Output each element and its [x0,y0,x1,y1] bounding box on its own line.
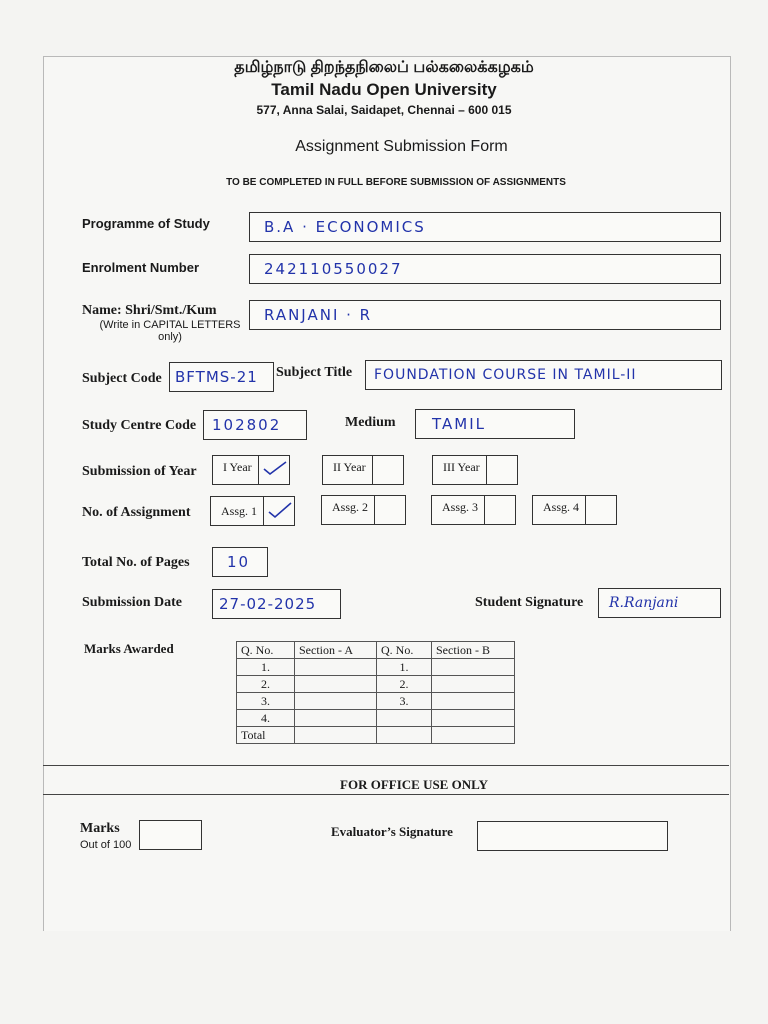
year-2-checkbox[interactable] [373,456,403,484]
table-row: 2. 2. [237,676,515,693]
university-address: 577, Anna Salai, Saidapet, Chennai – 600 015 [256,103,512,117]
divider [43,794,729,795]
enrolment-label: Enrolment Number [82,260,200,275]
signature-field[interactable] [598,588,721,618]
programme-field[interactable] [249,212,721,242]
section-b-cell[interactable] [432,710,515,727]
marks-table-header: Q. No. Section - A Q. No. Section - B [237,642,515,659]
table-row: 3. 3. [237,693,515,710]
assignment-3-checkbox[interactable] [485,496,515,524]
assignment-2-checkbox[interactable] [375,496,405,524]
marks-table [236,641,515,744]
assignment-1-checkbox[interactable] [264,497,294,525]
assignment-4-checkbox[interactable] [586,496,616,524]
pages-field[interactable] [212,547,268,577]
pages-label: Total No. of Pages [82,555,190,570]
office-marks-field[interactable] [139,820,202,850]
section-b-cell[interactable] [432,693,515,710]
section-b-cell[interactable] [432,676,515,693]
section-a-cell[interactable] [295,693,377,710]
table-row-total: Total [237,727,515,744]
medium-label: Medium [345,415,396,430]
name-value: RANJANI · R [264,306,373,324]
assignment-option-3[interactable]: Assg. 3 [431,495,516,525]
marks-awarded-label: Marks Awarded [84,641,174,656]
signature-label: Student Signature [475,595,584,610]
name-field[interactable] [249,300,721,330]
name-note: (Write in CAPITAL LETTERS only) [99,319,241,343]
tamil-university-name: தமிழ்நாடு திறந்தநிலைப் பல்கலைக்கழகம் [234,59,534,76]
assignment-option-4[interactable]: Assg. 4 [532,495,617,525]
office-use-heading: FOR OFFICE USE ONLY [340,777,488,792]
year-label: Submission of Year [82,464,197,479]
date-value: 27-02-2025 [219,595,317,613]
study-centre-label: Study Centre Code [82,418,197,433]
assignment-option-1[interactable]: Assg. 1 [210,496,295,526]
subject-title-field[interactable] [365,360,722,390]
section-a-cell[interactable] [295,659,377,676]
divider [43,765,729,766]
pages-value: 10 [227,553,251,571]
enrolment-value: 242110550027 [264,260,403,278]
office-marks-note: Out of 100 [80,839,132,851]
programme-label: Programme of Study [82,216,210,231]
subject-code-field[interactable] [169,362,274,392]
year-option-3[interactable]: III Year [432,455,518,485]
section-b-cell[interactable] [432,659,515,676]
form-instruction: TO BE COMPLETED IN FULL BEFORE SUBMISSION OF ASSIGNMENTS [226,177,566,188]
year-1-checkbox[interactable] [259,456,289,484]
name-label: Name: Shri/Smt./Kum [82,303,217,318]
evaluator-signature-label: Evaluator’s Signature [331,824,453,839]
year-option-1[interactable]: I Year [212,455,290,485]
total-b-cell[interactable] [432,727,515,744]
table-row: 4. [237,710,515,727]
section-a-cell[interactable] [295,710,377,727]
medium-value: TAMIL [432,415,486,433]
subject-code-value: BFTMS-21 [175,368,258,386]
form-title: Assignment Submission Form [295,138,508,155]
year-option-2[interactable]: II Year [322,455,404,485]
enrolment-field[interactable] [249,254,721,284]
date-label: Submission Date [82,595,182,610]
check-mark-icon [262,459,288,479]
office-marks-label: Marks [80,821,120,836]
total-a-cell[interactable] [295,727,377,744]
subject-title-value: FOUNDATION COURSE IN TAMIL-II [374,367,637,383]
university-name: Tamil Nadu Open University [271,80,497,99]
assignment-option-2[interactable]: Assg. 2 [321,495,406,525]
medium-field[interactable] [415,409,575,439]
programme-value: B.A · ECONOMICS [264,218,426,236]
table-row: 1. 1. [237,659,515,676]
study-centre-value: 102802 [212,416,282,434]
section-a-cell[interactable] [295,676,377,693]
study-centre-field[interactable] [203,410,307,440]
assignment-label: No. of Assignment [82,505,191,520]
date-field[interactable] [212,589,341,619]
evaluator-signature-field[interactable] [477,821,668,851]
year-3-checkbox[interactable] [487,456,517,484]
signature-value: R.Ranjani [609,595,679,611]
subject-title-label: Subject Title [276,365,353,380]
subject-code-label: Subject Code [82,371,162,386]
check-mark-icon [267,500,293,522]
